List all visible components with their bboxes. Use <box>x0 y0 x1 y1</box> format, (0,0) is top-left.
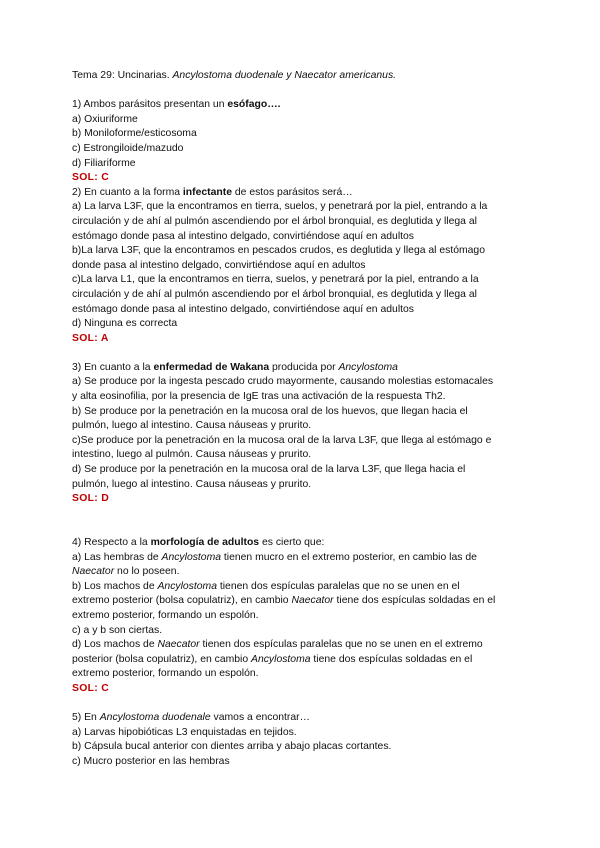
answer-line: intestino, luego al pulmón. Causa náuseas y prurito. <box>72 449 312 461</box>
solution-label: SOL: C <box>72 682 110 694</box>
answer-line: a) Las hembras de Ancylostoma tienen mucro en el extremo posterior, en cambio las de <box>72 551 477 563</box>
question-1 <box>72 98 528 186</box>
answer-line: d) Ninguna es correcta <box>72 318 178 330</box>
answer-line: b)La larva L3F, que la encontramos en pescados crudos, es deglutida y llega al estómago <box>72 245 485 257</box>
option-c: c) Estrongiloide/mazudo <box>72 142 184 154</box>
solution-label: SOL: D <box>72 493 110 505</box>
answer-line: donde pasa al intestino delgado, convirtiéndose aquí en adultos <box>72 259 366 271</box>
answer-line: a) La larva L3F, que la encontramos en tierra, suelos, y penetrará por la piel, entrando a la <box>72 201 488 213</box>
question-stem: 1) Ambos parásitos presentan un esófago…. <box>72 99 281 111</box>
option-b: b) Moniloforme/esticosoma <box>72 128 197 140</box>
answer-line: d) Los machos de Naecator tienen dos espículas paralelas que no se unen en el extremo <box>72 639 483 651</box>
answer-line: c)Se produce por la penetración en la mucosa oral de la larva L3F, que llega al estómago e <box>72 434 492 446</box>
question-stem: 2) En cuanto a la forma infectante de estos parásitos será… <box>72 186 353 198</box>
question-5 <box>72 711 528 769</box>
answer-line: circulación y de ahí al pulmón ascendiendo por el árbol bronquial, es deglutida y llega al <box>72 288 477 300</box>
answer-line: b) Se produce por la penetración en la mucosa oral de los huevos, que llegan hacia el <box>72 405 468 417</box>
answer-line: a) Se produce por la ingesta pescado crudo mayormente, causando molestias estomacales <box>72 376 494 388</box>
question-stem: 5) En Ancylostoma duodenale vamos a encontrar… <box>72 712 310 724</box>
question-stem: 4) Respecto a la morfología de adultos es cierto que: <box>72 537 325 548</box>
answer-line: extremo posterior (bolsa copulatriz), en cambio Naecator tiene dos espículas soldadas en el <box>72 595 496 607</box>
answer-line: pulmón, luego al intestino. Causa náuseas y prurito. <box>72 478 312 490</box>
answer-line: posterior (bolsa copulatriz), en cambio Ancylostoma tiene dos espículas soldadas en el <box>72 653 473 665</box>
answer-line: c) a y b son ciertas. <box>72 624 163 636</box>
question-2 <box>72 186 528 347</box>
option-d: d) Filiariforme <box>72 157 136 169</box>
option-a: a) Oxiuriforme <box>72 113 138 125</box>
answer-line: pulmón, luego al intestino. Causa náuseas y prurito. <box>72 420 312 432</box>
answer-line: c)La larva L1, que la encontramos en tierra, suelos, y penetrará por la piel, entrando a la <box>72 274 479 286</box>
option-c: c) Mucro posterior en las hembras <box>72 755 230 767</box>
question-stem: 3) En cuanto a la enfermedad de Wakana producida por Ancylostoma <box>72 361 398 373</box>
answer-line: extremo posterior, formando un espolón. <box>72 668 259 680</box>
option-a: a) Larvas hipobióticas L3 enquistadas en tejidos. <box>72 726 297 738</box>
answer-line: d) Se produce por la penetración en la mucosa oral de la larva L3F, que llega hacia el <box>72 464 466 476</box>
solution-label: SOL: C <box>72 172 110 184</box>
answer-line: estómago donde pasa al intestino delgado, convirtiéndose aquí en adultos <box>72 230 414 242</box>
question-3 <box>72 361 528 507</box>
option-b: b) Cápsula bucal anterior con dientes arriba y abajo placas cortantes. <box>72 741 392 753</box>
answer-line: y alta eosinofilia, por la presencia de IgE tras una activación de la respuesta Th2. <box>72 391 446 403</box>
answer-line: b) Los machos de Ancylostoma tienen dos espículas paralelas que no se unen en el <box>72 580 460 592</box>
answer-line: estómago donde pasa al intestino delgado, convirtiéndose aquí en adultos <box>72 303 414 315</box>
document-content <box>72 69 528 770</box>
answer-line: circulación y de ahí al pulmón ascendiendo por el árbol bronquial, es deglutida y llega al <box>72 215 477 227</box>
solution-label: SOL: A <box>72 332 109 344</box>
question-4 <box>72 536 528 697</box>
document-title: Tema 29: Uncinarias. Ancylostoma duodenale y Naecator americanus. <box>72 70 397 81</box>
answer-line: Naecator no lo poseen. <box>72 566 180 578</box>
answer-line: extremo posterior, formando un espolón. <box>72 609 259 621</box>
